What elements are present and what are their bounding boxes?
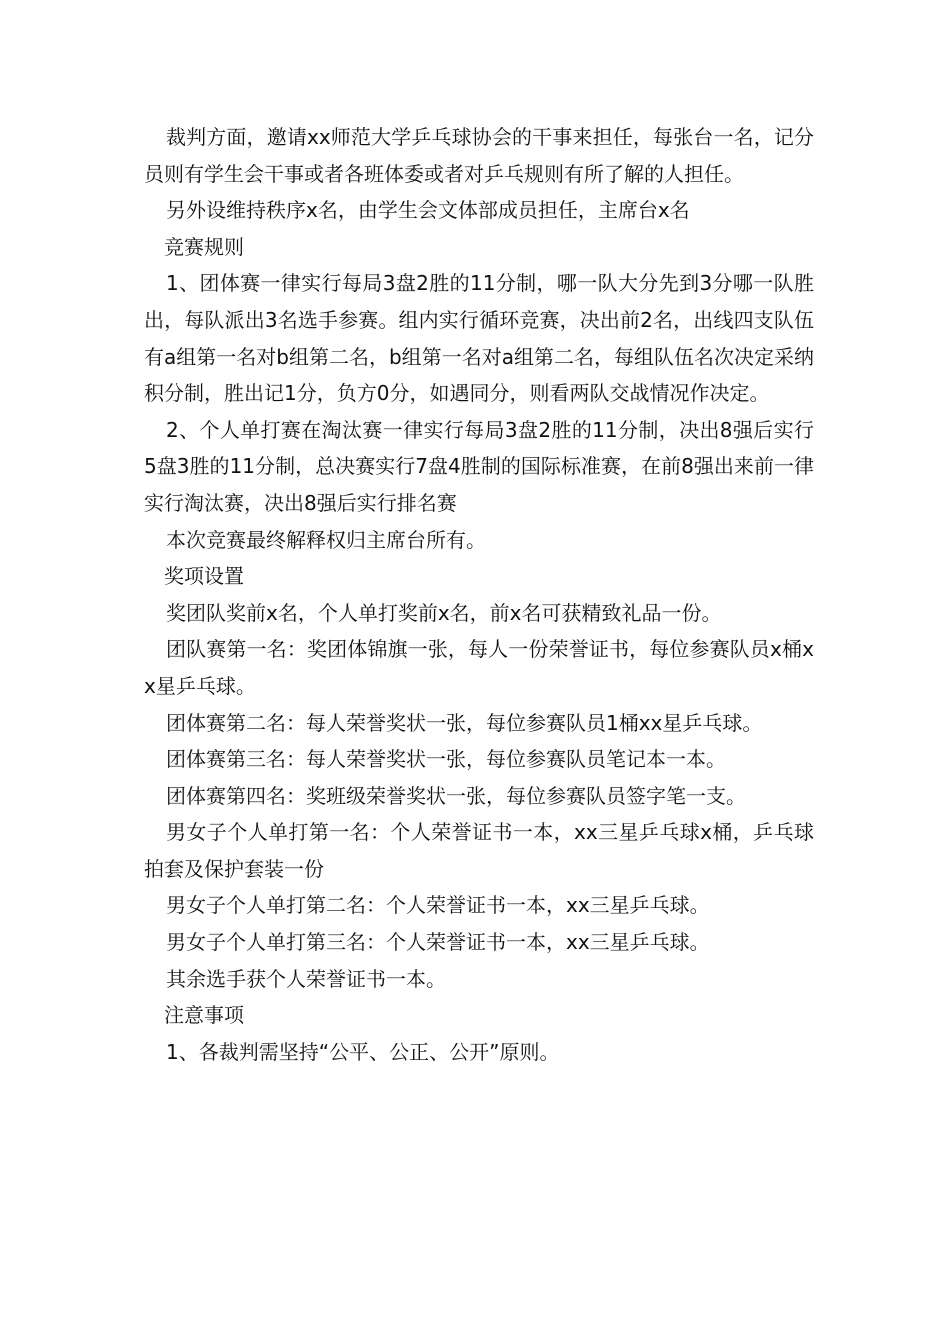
paragraph-singles-second: 男女子个人单打第二名：个人荣誉证书一本，xx三星乒乓球。	[166, 893, 710, 918]
paragraph-singles-rules: 2、个人单打赛在淘汰赛一律实行每局3盘2胜的11分制，决出8强后实行5盘3胜的11分制，总决赛实行7盘4胜制的国际标准赛，在前8强出来前一律实行淘汰赛，决出8强后实行排名赛	[144, 417, 814, 515]
paragraph-final-interpretation: 本次竞赛最终解释权归主席台所有。	[166, 527, 486, 552]
paragraph-referees: 裁判方面，邀请xx师范大学乒乓球协会的干事来担任，每张台一名，记分员则有学生会干事或者各班体委或者对乒乓规则有所了解的人担任。	[144, 125, 814, 186]
section-heading-rules: 竞赛规则	[164, 234, 244, 259]
paragraph-team-third: 团体赛第三名：每人荣誉奖状一张，每位参赛队员笔记本一本。	[166, 747, 726, 772]
paragraph-other-players: 其余选手获个人荣誉证书一本。	[166, 966, 446, 991]
paragraph-team-rules: 1、团体赛一律实行每局3盘2胜的11分制，哪一队大分先到3分哪一队胜出，每队派出3名选手参赛。组内实行循环竞赛，决出前2名，出线四支队伍有a组第一名对b组第二名，b组第一名对a组第二名，每组队伍名次决定采纳积分制，胜出记1分，负方0分，如遇同分，则看两队交战情况作决定。	[144, 271, 814, 406]
paragraph-singles-first: 男女子个人单打第一名：个人荣誉证书一本，xx三星乒乓球x桶，乒乓球拍套及保护套装一份	[144, 820, 814, 881]
document-body	[144, 119, 814, 1070]
paragraph-awards-summary: 奖团队奖前x名，个人单打奖前x名，前x名可获精致礼品一份。	[166, 600, 722, 625]
paragraph-team-first: 团队赛第一名：奖团体锦旗一张，每人一份荣誉证书，每位参赛队员x桶xx星乒乓球。	[144, 637, 814, 698]
paragraph-team-fourth: 团体赛第四名：奖班级荣誉奖状一张，每位参赛队员签字笔一支。	[166, 783, 746, 808]
section-heading-awards: 奖项设置	[164, 564, 244, 589]
paragraph-note-1: 1、各裁判需坚持“公平、公正、公开”原则。	[166, 1039, 560, 1064]
section-heading-notes: 注意事项	[164, 1003, 244, 1028]
paragraph-order-staff: 另外设维持秩序x名，由学生会文体部成员担任，主席台x名	[166, 198, 690, 223]
paragraph-singles-third: 男女子个人单打第三名：个人荣誉证书一本，xx三星乒乓球。	[166, 930, 710, 955]
paragraph-team-second: 团体赛第二名：每人荣誉奖状一张，每位参赛队员1桶xx星乒乓球。	[166, 710, 763, 735]
